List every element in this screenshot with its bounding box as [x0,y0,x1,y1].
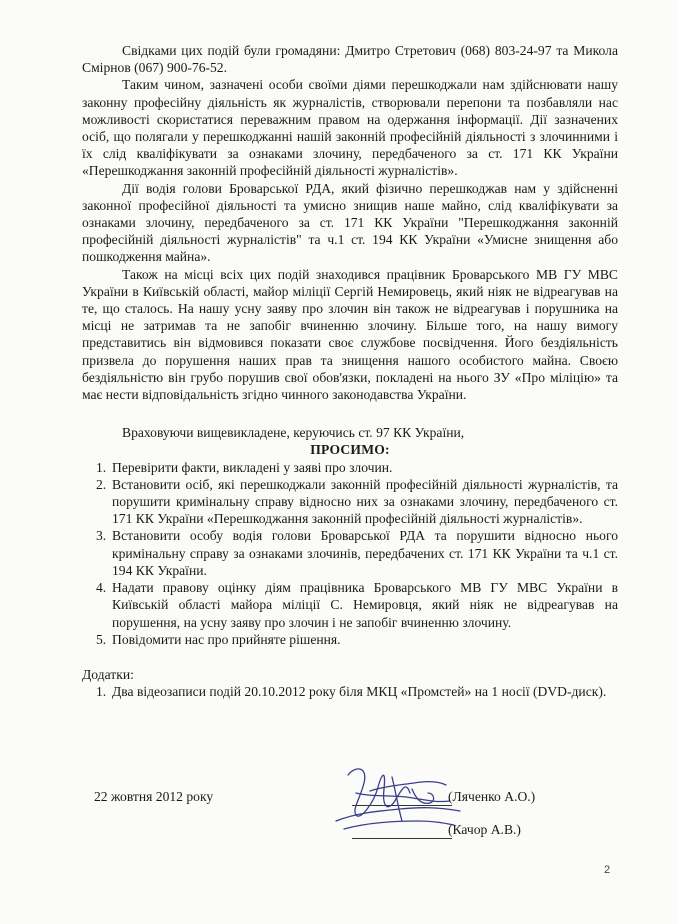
witnesses-paragraph: Свідками цих подій були громадяни: Дмитро Стретович (068) 803-24-97 та Микола Смірнов (067) 900-76-52. [82,43,618,76]
page-number: 2 [604,864,611,876]
list-item: 3. Встановити особу водія голови Броварської РДА та порушити відносно нього кримінальну справу за ознаками злочинів, передбачених ст. 171 КК України та ч.1 ст. 194 КК України. [96,528,618,578]
list-item: 1. Два відеозаписи подій 20.10.2012 року біля МКЦ «Промстей» на 1 носії (DVD-диск). [96,684,607,700]
signature-block [94,781,564,841]
annex-list [82,683,618,700]
annex-title: Додатки: [82,666,134,682]
request-list [82,459,618,648]
considering-paragraph: Враховуючи вищевикладене, керуючись ст. 97 КК України, [122,425,465,441]
list-item: 2. Встановити осіб, які перешкоджали законній професійній діяльності журналістів, та порушити кримінальну справу відносно них за ознаками злочину, передбаченого ст. 171 КК України «Перешкоджання законній професійній діяльності журналістів». [96,476,618,527]
request-heading: ПРОСИМО: [310,442,390,458]
police-paragraph: Також на місці всіх цих подій знаходився працівник Броварського МВ ГУ МВС України в Київській області, майор міліції Сергій Немировець, який ніяк не відреагував на те, що сталось. На нашу усну заяву про злочин він також не відреагував і порушника на місці не затримав та не запобіг вчиненню злочину. Більше того, на нашу вимогу представитись він відмовився показати своє службове посвідчення. Його бездіяльність призвела до порушення наших прав та знищення нашого особистого майна. Своєю бездіяльністю він грубо порушив свої обов'язки, покладені на нього ЗУ «Про міліцію» та має нести відповідальність згідно чинного законодавства України. [82,266,618,403]
list-item: 1. Перевірити факти, викладені у заяві про злочин. [96,459,393,475]
list-item: 4. Надати правову оцінку діям працівника Броварського МВ ГУ МВС України в Київській області майора міліції С. Немировця, який ніяк не відреагував на порушення, на усну заяву про злочин і не запобіг вчиненню злочину. [96,580,618,630]
signatory-name: (Ляченко А.О.) [448,789,536,804]
list-item: 5. Повідомити нас про прийняте рішення. [96,631,341,647]
obstruction-paragraph: Таким чином, зазначені особи своїми діями перешкоджали нам здійснювати нашу законну професійну діяльність як журналістів, створювали перепони та позбавляли нас можливості скористатися переважним правом на одержання інформації. Дії зазначених осіб, що полягали у перешкоджанні нашій законній професійній діяльності з злочинними і їх слід кваліфікувати за ознаками злочину, передбаченого за ст. 171 КК України «Перешкоджання законній професійній діяльності журналістів». [82,77,618,179]
driver-paragraph: Дії водія голови Броварської РДА, який фізично перешкоджав нам у здійсненні законної професійної діяльності та умисно знищив наше майно, слід кваліфікувати за ознаками злочину, передбаченого за ст. 171 КК України "Перешкоджання законній професійній діяльності журналістів" та ч.1 ст. 194 КК України «Умисне знищення або пошкодження майна». [82,180,618,265]
document-date: 22 жовтня 2012 року [94,789,214,804]
signatory-name: (Качор А.В.) [448,822,521,837]
document-body [82,42,618,700]
spacer [82,403,618,424]
